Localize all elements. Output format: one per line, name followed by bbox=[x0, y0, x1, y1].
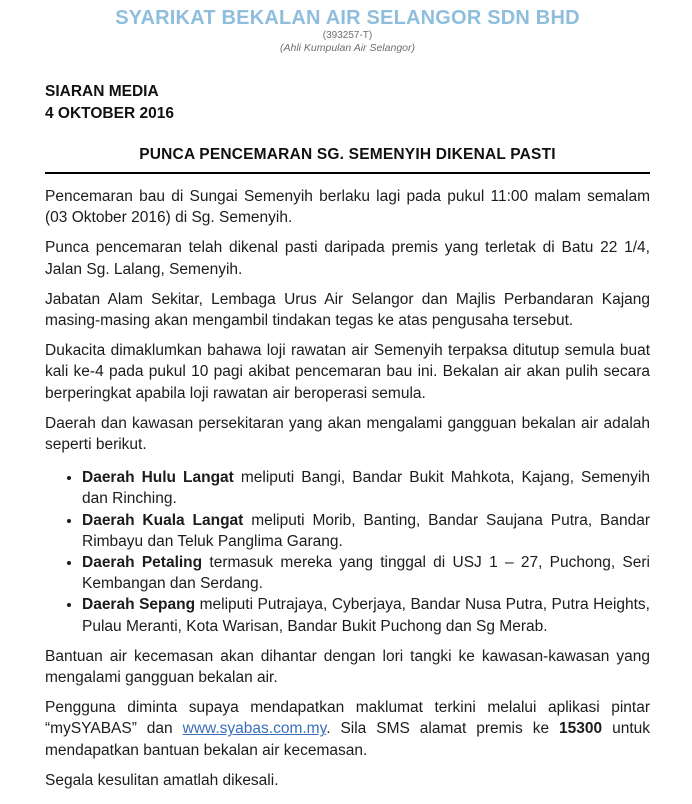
paragraph-info-channels: Pengguna diminta supaya mendapatkan maklumat terkini melalui aplikasi pintar “mySYABAS” dan www.syabas.com.my. Sila SMS alamat premis ke 15300 untuk mendapatkan bantuan bekalan air kecemasan. bbox=[45, 699, 650, 759]
list-item bbox=[82, 510, 650, 552]
district-areas: termasuk mereka yang tinggal di USJ 1 – 27, Puchong, Seri Kembangan dan Serdang. bbox=[82, 554, 650, 593]
paragraph-incident: Pencemaran bau di Sungai Semenyih berlaku lagi pada pukul 11:00 malam semalam (03 Oktober 2016) di Sg. Semenyih. bbox=[45, 188, 650, 227]
company-group-line: (Ahli Kumpulan Air Selangor) bbox=[279, 42, 415, 54]
company-name: SYARIKAT BEKALAN AIR SELANGOR SDN BHD bbox=[115, 7, 580, 29]
district-areas: meliputi Bangi, Bandar Bukit Mahkota, Kajang, Semenyih dan Rinching. bbox=[82, 469, 650, 508]
paragraph-affected-intro: Daerah dan kawasan persekitaran yang akan mengalami gangguan bekalan air adalah seperti berikut. bbox=[45, 414, 650, 454]
district-name: Daerah Kuala Langat bbox=[82, 511, 244, 529]
district-name: Daerah Sepang bbox=[82, 596, 196, 614]
document-meta bbox=[45, 81, 650, 124]
sms-number: 15300 bbox=[559, 720, 603, 738]
district-name: Daerah Hulu Langat bbox=[82, 469, 234, 487]
paragraph-water-aid: Bantuan air kecemasan akan dihantar dengan lori tangki ke kawasan-kawasan yang mengalami gangguan bekalan air. bbox=[45, 647, 650, 687]
list-item bbox=[82, 552, 650, 594]
list-item bbox=[82, 467, 650, 509]
paragraph-source: Punca pencemaran telah dikenal pasti daripada premis yang terletak di Batu 22 1/4, Jalan Sg. Lalang, Semenyih. bbox=[45, 239, 650, 278]
district-name: Daerah Petaling bbox=[82, 554, 203, 572]
district-areas: meliputi Morib, Banting, Bandar Saujana Putra, Bandar Rimbayu dan Teluk Panglima Garang. bbox=[82, 511, 650, 550]
paragraph-closing: Segala kesulitan amatlah dikesali. bbox=[45, 771, 279, 789]
company-registration-number: (393257-T) bbox=[322, 30, 373, 41]
district-areas: meliputi Putrajaya, Cyberjaya, Bandar Nusa Putra, Putra Heights, Pulau Meranti, Kota Warisan, Bandar Bukit Puchong dan Sg Merab. bbox=[82, 596, 650, 635]
affected-areas-list bbox=[45, 467, 650, 637]
media-release-label: SIARAN MEDIA bbox=[45, 83, 159, 100]
list-item bbox=[82, 594, 650, 636]
release-date: 4 OKTOBER 2016 bbox=[45, 104, 174, 122]
page-title: PUNCA PENCEMARAN SG. SEMENYIH DIKENAL PASTI bbox=[139, 146, 556, 163]
paragraph-enforcement: Jabatan Alam Sekitar, Lembaga Urus Air Selangor dan Majlis Perbandaran Kajang masing-masing akan mengambil tindakan tegas ke atas pengusaha tersebut. bbox=[45, 290, 650, 330]
paragraph-plant-shutdown: Dukacita dimaklumkan bahawa loji rawatan air Semenyih terpaksa ditutup semula buat kali ke-4 pada pukul 10 pagi akibat pencemaran bau ini. Bekalan air akan pulih secara berperingkat apabila loji rawatan air beroperasi semula. bbox=[45, 342, 650, 402]
syabas-website-link[interactable]: www.syabas.com.my bbox=[182, 720, 327, 738]
title-rule-block bbox=[45, 145, 650, 174]
